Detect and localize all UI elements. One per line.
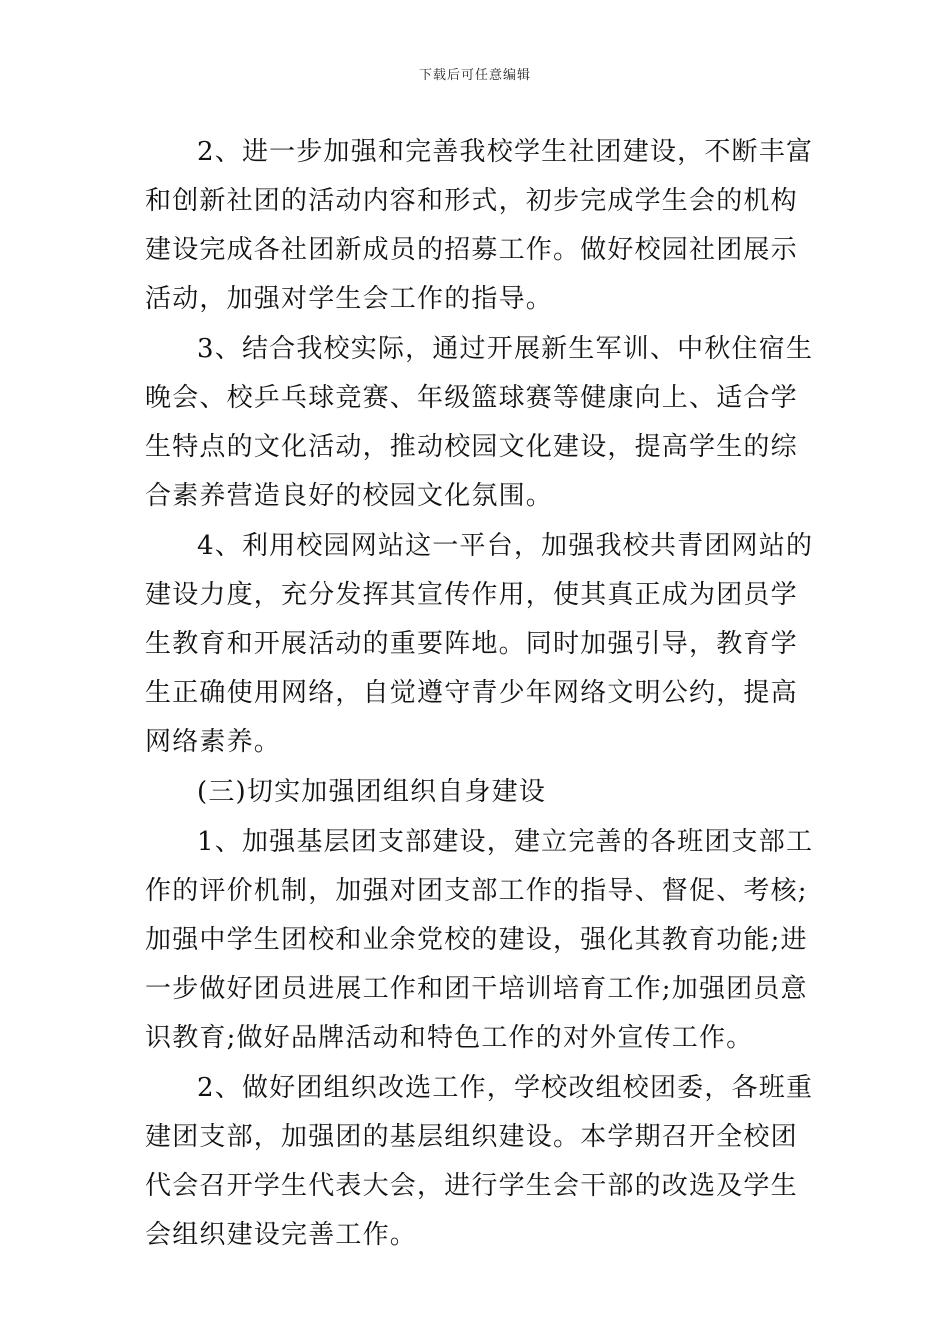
paragraph-item-1: 1、加强基层团支部建设，建立完善的各班团支部工作的评价机制，加强对团支部工作的指导、督促、考核;加强中学生团校和业余党校的建设，强化其教育功能;进一步做好团员进展工作和团干培训培育工作;加强团员意识教育;做好品牌活动和特色工作的对外宣传工作。 (145, 827, 814, 1053)
document-body (145, 128, 815, 1260)
paragraph-item-2-second: 2、做好团组织改选工作，学校改组校团委，各班重建团支部，加强团的基层组织建设。本学期召开全校团代会召开学生代表大会，进行学生会干部的改选及学生会组织建设完善工作。 (145, 1073, 814, 1250)
paragraph-item-2: 2、进一步加强和完善我校学生社团建设，不断丰富和创新社团的活动内容和形式，初步完成学生会的机构建设完成各社团新成员的招募工作。做好校园社团展示活动，加强对学生会工作的指导。 (145, 137, 814, 314)
page-header-note: 下载后可任意编辑 (418, 68, 531, 83)
paragraph-item-3: 3、结合我校实际，通过开展新生军训、中秋住宿生晚会、校乒乓球竞赛、年级篮球赛等健康向上、适合学生特点的文化活动，推动校园文化建设，提高学生的综合素养营造良好的校园文化氛围。 (145, 334, 814, 511)
paragraph-item-4: 4、利用校园网站这一平台，加强我校共青团网站的建设力度，充分发挥其宣传作用，使其真正成为团员学生教育和开展活动的重要阵地。同时加强引导，教育学生正确使用网络，自觉遵守青少年网络文明公约，提高网络素养。 (145, 531, 814, 757)
section-heading: (三)切实加强团组织自身建设 (197, 777, 547, 807)
